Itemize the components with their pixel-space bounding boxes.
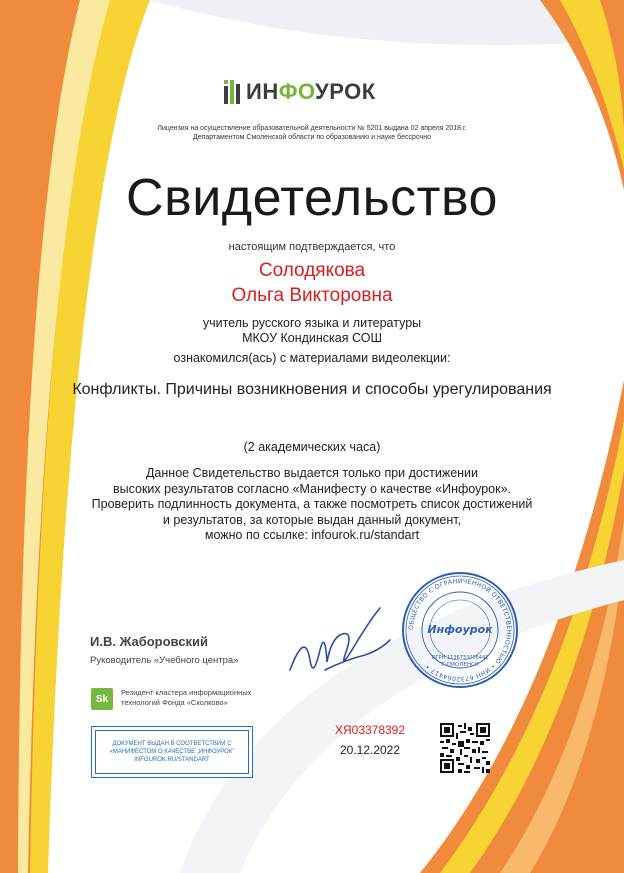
license-line-1: Лицензия на осуществление образовательной деятельности № 5201 выдана 02 апреля 2018 г.: [157, 125, 467, 132]
course-hours: (2 академических часа): [243, 440, 381, 454]
about-line: высоких результатов согласно «Манифесту о качестве «Инфоурок».: [113, 481, 511, 496]
logo-wordmark: ИНФОУРОК: [246, 79, 376, 104]
logo-mark-icon: [224, 80, 246, 104]
handwritten-signature: [285, 600, 395, 690]
infourok-logo: [224, 78, 404, 106]
license-line-2: Департаментом Смоленской области по образованию и науке бессрочно: [192, 134, 432, 141]
manifest-stamp: ДОКУМЕНТ ВЫДАН В СООТВЕТСТВИИ С «МАНИФЕСТОМ О КАЧЕСТВЕ „ИНФОУРОК" INFOUROK.RU/STANDART: [91, 726, 253, 778]
recipient-school: МКОУ Кондинская СОШ: [242, 331, 382, 345]
seal-city-text: Г.СМОЛЕНСК: [441, 662, 479, 668]
document-date: 20.12.2022: [339, 743, 401, 757]
signatory-name: И.В. Жаборовский: [90, 634, 208, 649]
qr-code-icon[interactable]: [440, 723, 490, 773]
document-code: ХЯ03378392: [334, 723, 406, 737]
seal-center-text: Инфоурок: [427, 623, 493, 636]
certificate-title: Свидетельство: [126, 169, 498, 227]
about-line: и результатов, за которые выдан данный документ,: [162, 512, 462, 527]
skolkovo-badge: Sk: [91, 688, 113, 710]
recipient-position: учитель русского языка и литературы: [202, 316, 422, 330]
about-line: Проверить подлинность документа, а также посмотреть список достижений: [91, 497, 533, 511]
seal-ring-text: ОБЩЕСТВО С ОГРАНИЧЕННОЙ ОТВЕТСТВЕННОСТЬЮ • ИНН 6732064417 •: [407, 577, 513, 683]
recipient-surname: Солодякова: [258, 260, 366, 281]
course-title: Конфликты. Причины возникновения и способы урегулирования: [72, 381, 552, 398]
license-text: [0, 124, 624, 142]
recipient-given-names: Ольга Викторовна: [231, 285, 393, 306]
confirm-text: настоящим подтверждается, что: [228, 241, 396, 253]
familiarized-text: ознакомился(ась) с материалами видеолекции:: [173, 351, 451, 365]
about-line: Данное Свидетельство выдается только при достижении: [145, 466, 479, 480]
skolkovo-text: Резидент кластера информационных технологий Фонда «Сколково»: [121, 688, 252, 707]
about-line: можно по ссылке: infourok.ru/standart: [204, 528, 420, 542]
certificate-about: [0, 466, 624, 544]
signatory-role: Руководитель «Учебного центра»: [90, 655, 239, 666]
seal-ogrn-text: ОГРН 1136733006441: [431, 655, 489, 661]
company-seal: [400, 570, 520, 690]
